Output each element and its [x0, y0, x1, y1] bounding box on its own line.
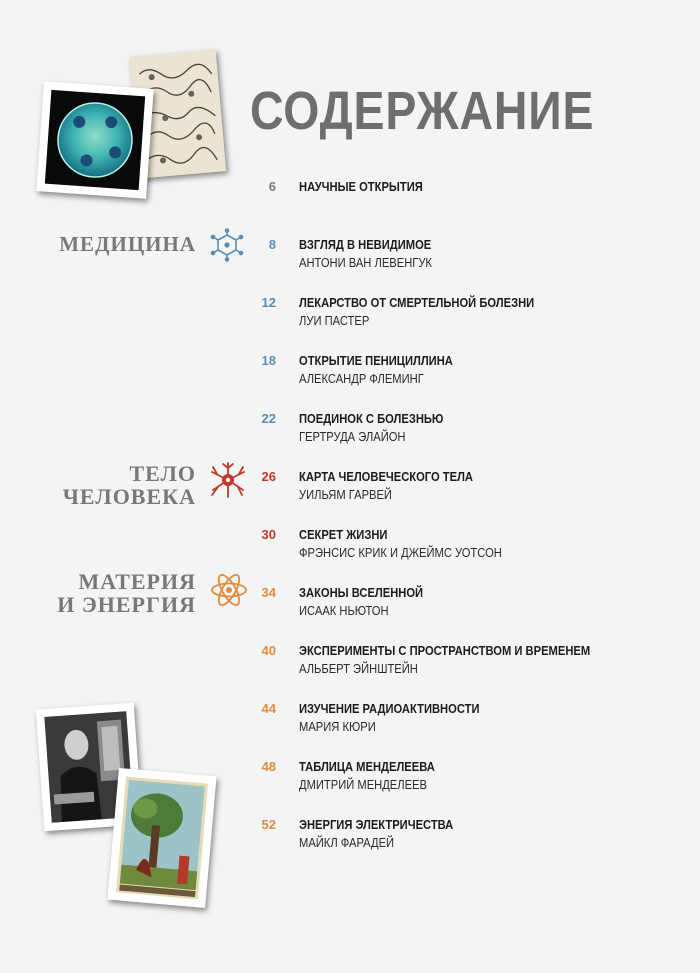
toc-page-number: 22: [261, 411, 276, 426]
toc-page-number: 8: [268, 237, 276, 252]
toc-page-number: 6: [268, 179, 276, 194]
toc-title: КАРТА ЧЕЛОВЕЧЕСКОГО ТЕЛА: [299, 469, 474, 484]
toc-author: МАЙКЛ ФАРАДЕЙ: [299, 835, 395, 850]
toc-entry[interactable]: [0, 526, 700, 566]
toc-page-number: 18: [261, 353, 276, 368]
toc-title: ЭНЕРГИЯ ЭЛЕКТРИЧЕСТВА: [299, 817, 454, 832]
toc-entry[interactable]: [0, 410, 700, 450]
toc-title: ВЗГЛЯД В НЕВИДИМОЕ: [299, 237, 432, 252]
toc-author: УИЛЬЯМ ГАРВЕЙ: [299, 487, 392, 502]
toc-page-number: 30: [261, 527, 276, 542]
toc-author: ДМИТРИЙ МЕНДЕЛЕЕВ: [299, 777, 427, 792]
toc-entry[interactable]: [0, 642, 700, 682]
toc-author: АЛЕКСАНДР ФЛЕМИНГ: [299, 371, 424, 386]
toc-title: ЛЕКАРСТВО ОТ СМЕРТЕЛЬНОЙ БОЛЕЗНИ: [299, 295, 535, 310]
toc-title: ПОЕДИНОК С БОЛЕЗНЬЮ: [299, 411, 444, 426]
toc-title: ТАБЛИЦА МЕНДЕЛЕЕВА: [299, 759, 435, 774]
toc-page-number: 34: [261, 585, 276, 600]
toc-author: ИСААК НЬЮТОН: [299, 603, 389, 618]
toc-page-number: 52: [261, 817, 276, 832]
toc-author: ФРЭНСИС КРИК И ДЖЕЙМС УОТСОН: [299, 545, 502, 560]
toc-page-number: 26: [261, 469, 276, 484]
toc-author: АНТОНИ ВАН ЛЕВЕНГУК: [299, 255, 432, 270]
toc-title: ОТКРЫТИЕ ПЕНИЦИЛЛИНА: [299, 353, 453, 368]
toc-page-number: 12: [261, 295, 276, 310]
toc-entry[interactable]: [0, 468, 700, 508]
toc-entry[interactable]: [0, 236, 700, 276]
page-title: СОДЕРЖАНИЕ: [250, 81, 595, 141]
section-body-line2: ЧЕЛОВЕКА: [62, 484, 196, 509]
toc-author: МАРИЯ КЮРИ: [299, 719, 376, 734]
toc-title: СЕКРЕТ ЖИЗНИ: [299, 527, 388, 542]
toc-author: ГЕРТРУДА ЭЛАЙОН: [299, 429, 406, 444]
toc-page-number: 48: [261, 759, 276, 774]
toc-entry[interactable]: [0, 178, 700, 218]
toc-author: АЛЬБЕРТ ЭЙНШТЕЙН: [299, 661, 418, 676]
toc-title: ЗАКОНЫ ВСЕЛЕННОЙ: [299, 585, 424, 600]
section-medicine-text: МЕДИЦИНА: [59, 232, 196, 256]
newton-card-photo: [107, 768, 216, 908]
toc-entry[interactable]: [0, 584, 700, 624]
toc-entry[interactable]: [0, 294, 700, 334]
toc-title: ЭКСПЕРИМЕНТЫ С ПРОСТРАНСТВОМ И ВРЕМЕНЕМ: [299, 643, 591, 658]
toc-title: НАУЧНЫЕ ОТКРЫТИЯ: [299, 179, 423, 194]
toc-entry[interactable]: [0, 352, 700, 392]
toc-page-number: 44: [261, 701, 276, 716]
section-body-line1: ТЕЛО: [129, 461, 196, 486]
toc-title: ИЗУЧЕНИЕ РАДИОАКТИВНОСТИ: [299, 701, 480, 716]
section-matter-line2: И ЭНЕРГИЯ: [57, 592, 196, 617]
section-matter-line1: МАТЕРИЯ: [78, 569, 196, 594]
toc-author: ЛУИ ПАСТЕР: [299, 313, 370, 328]
toc-page-number: 40: [261, 643, 276, 658]
